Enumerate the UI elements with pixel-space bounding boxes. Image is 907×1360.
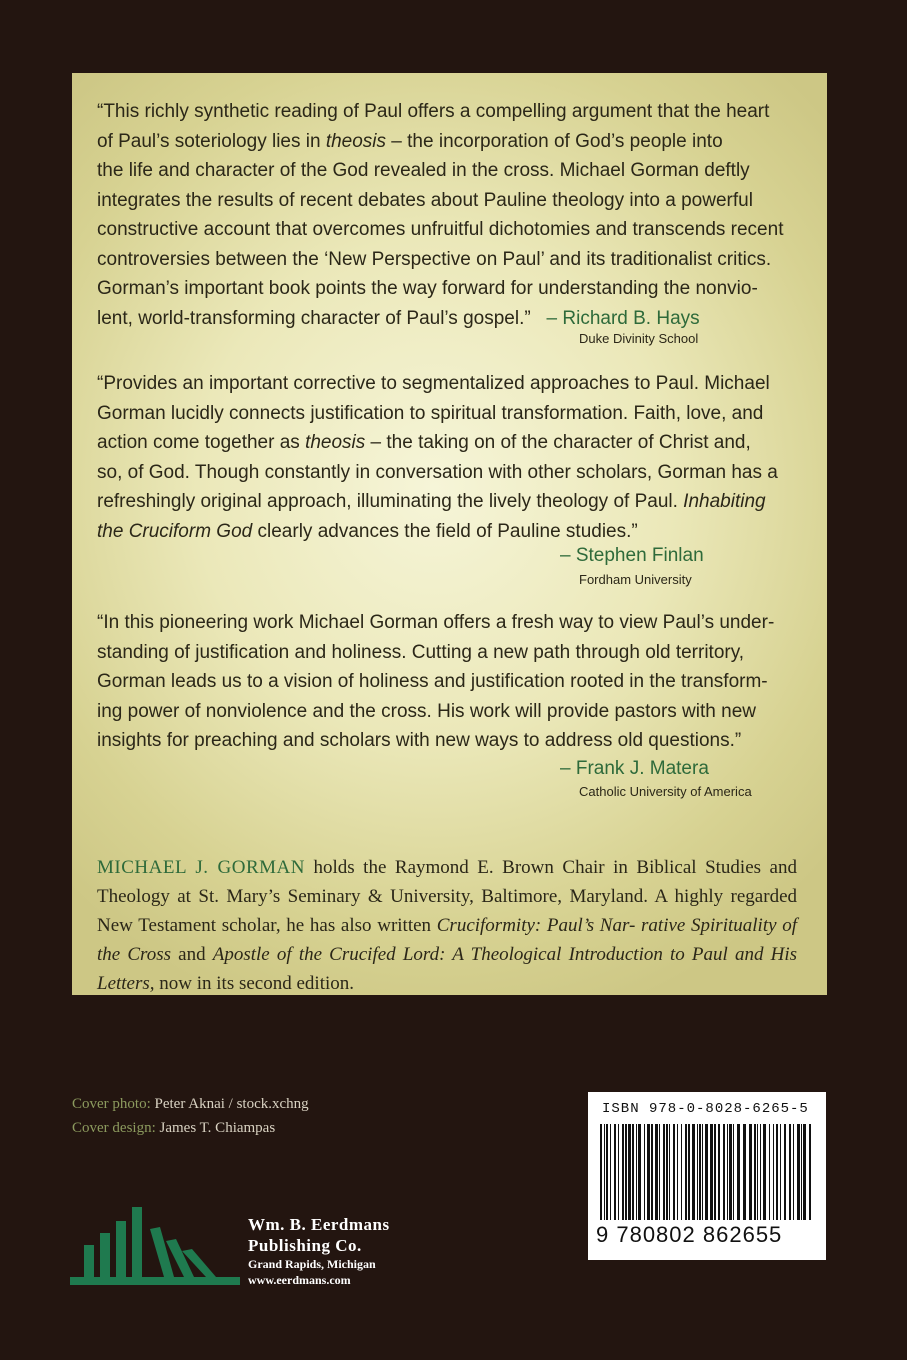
quote-line: ing power of nonviolence and the cross. His work will provide pastors with new [97,700,756,722]
credit-label: Cover photo: [72,1096,151,1112]
quote-author: – Richard B. Hays [546,307,700,329]
quote-affiliation: Duke Divinity School [579,331,699,346]
quote-affiliation: Catholic University of America [579,784,752,799]
barcode [588,1092,826,1260]
quote-line: standing of justification and holiness. Cutting a new path through old territory, [97,641,745,663]
quote-line [97,304,797,334]
quote-line: action come together as theosis – the taking on of the character of Christ and, [97,432,751,453]
credit-photo [72,1092,309,1116]
isbn-text: ISBN 978-0-8028-6265-5 [602,1101,809,1117]
quote-line: the Cruciform God clearly advances the field of Pauline studies.” [97,520,638,542]
quote-line: Gorman lucidly connects justification to spiritual transformation. Faith, love, and [97,402,764,424]
publisher-location: Grand Rapids, Michigan [248,1257,376,1271]
book-title: rative Spirituality of the Cross [97,915,798,965]
publisher-name: Wm. B. Eerdmans [248,1215,390,1234]
quote-line: “In this pioneering work Michael Gorman offers a fresh way to view Paul’s under- [97,612,775,633]
quote-line: insights for preaching and scholars with new ways to address old questions.” [97,730,742,751]
credit-value: Peter Aknai / stock.xchng [150,1096,309,1112]
credit-value: James T. Chiampas [155,1120,276,1136]
quote-line: refreshingly original approach, illuminating the lively theology of Paul. Inhabiting [97,491,766,512]
quote-line: “Provides an important corrective to segmentalized approaches to Paul. Michael [97,373,770,394]
quote-line: so, of God. Though constantly in conversation with other scholars, Gorman has a [97,461,778,483]
eerdmans-logo-icon [70,1205,240,1291]
bio-text: and Theology at St. Mary’s Seminary & University, Baltimore, Maryland. A highly [97,857,797,907]
quote-hays [97,97,797,333]
author-name: MICHAEL J. GORMAN [97,857,305,878]
publisher-website: www.eerdmans.com [248,1273,351,1287]
bio-text: and [171,944,213,965]
quote-line: Gorman’s important book points the way forward for understanding the nonvio- [97,278,758,299]
cover-credits [72,1092,309,1140]
quote-line: controversies between the ‘New Perspective on Paul’ and its traditionalist critics. [97,248,772,270]
bio-text: holds the Raymond E. Brown Chair in Biblical Studies [304,857,762,878]
quote-author: – Frank J. Matera [560,758,709,779]
quote-author: – Stephen Finlan [560,545,704,566]
publisher-name-2: Publishing Co. [248,1236,362,1255]
quote-line: Gorman leads us to a vision of holiness and justification rooted in the transform- [97,671,768,692]
credit-design [72,1116,309,1140]
quote-affiliation: Fordham University [579,572,692,587]
bio-text: now in its second edition. [154,973,355,994]
quote-line: the life and character of the God revealed in the cross. Michael Gorman deftly [97,160,750,181]
quote-finlan [97,369,797,546]
quote-line: constructive account that overcomes unfruitful dichotomies and transcends recent [97,219,784,240]
book-title: Introduction to Paul and His Letters, [97,944,798,994]
quote-matera [97,608,797,756]
quote-line: “This richly synthetic reading of Paul offers a compelling argument that the heart [97,101,770,122]
barcode-digits: 9 780802 862655 [596,1222,783,1247]
quote-line-text: lent, world-transforming character of Paul’s gospel.” [97,307,531,329]
quote-line: of Paul’s soteriology lies in theosis – the incorporation of God’s people into [97,130,723,152]
credit-label: Cover design: [72,1120,156,1136]
publisher-info [248,1214,390,1288]
book-title: Cruciformity: Paul’s Nar- [436,915,636,936]
barcode-bars-icon [598,1124,816,1224]
bio-text: regarded New Testament scholar, he has also written [97,886,798,936]
author-bio [97,853,797,998]
book-title: Apostle of the Crucifed Lord: A Theological [212,944,562,965]
quote-line: integrates the results of recent debates about Pauline theology into a powerful [97,189,753,211]
